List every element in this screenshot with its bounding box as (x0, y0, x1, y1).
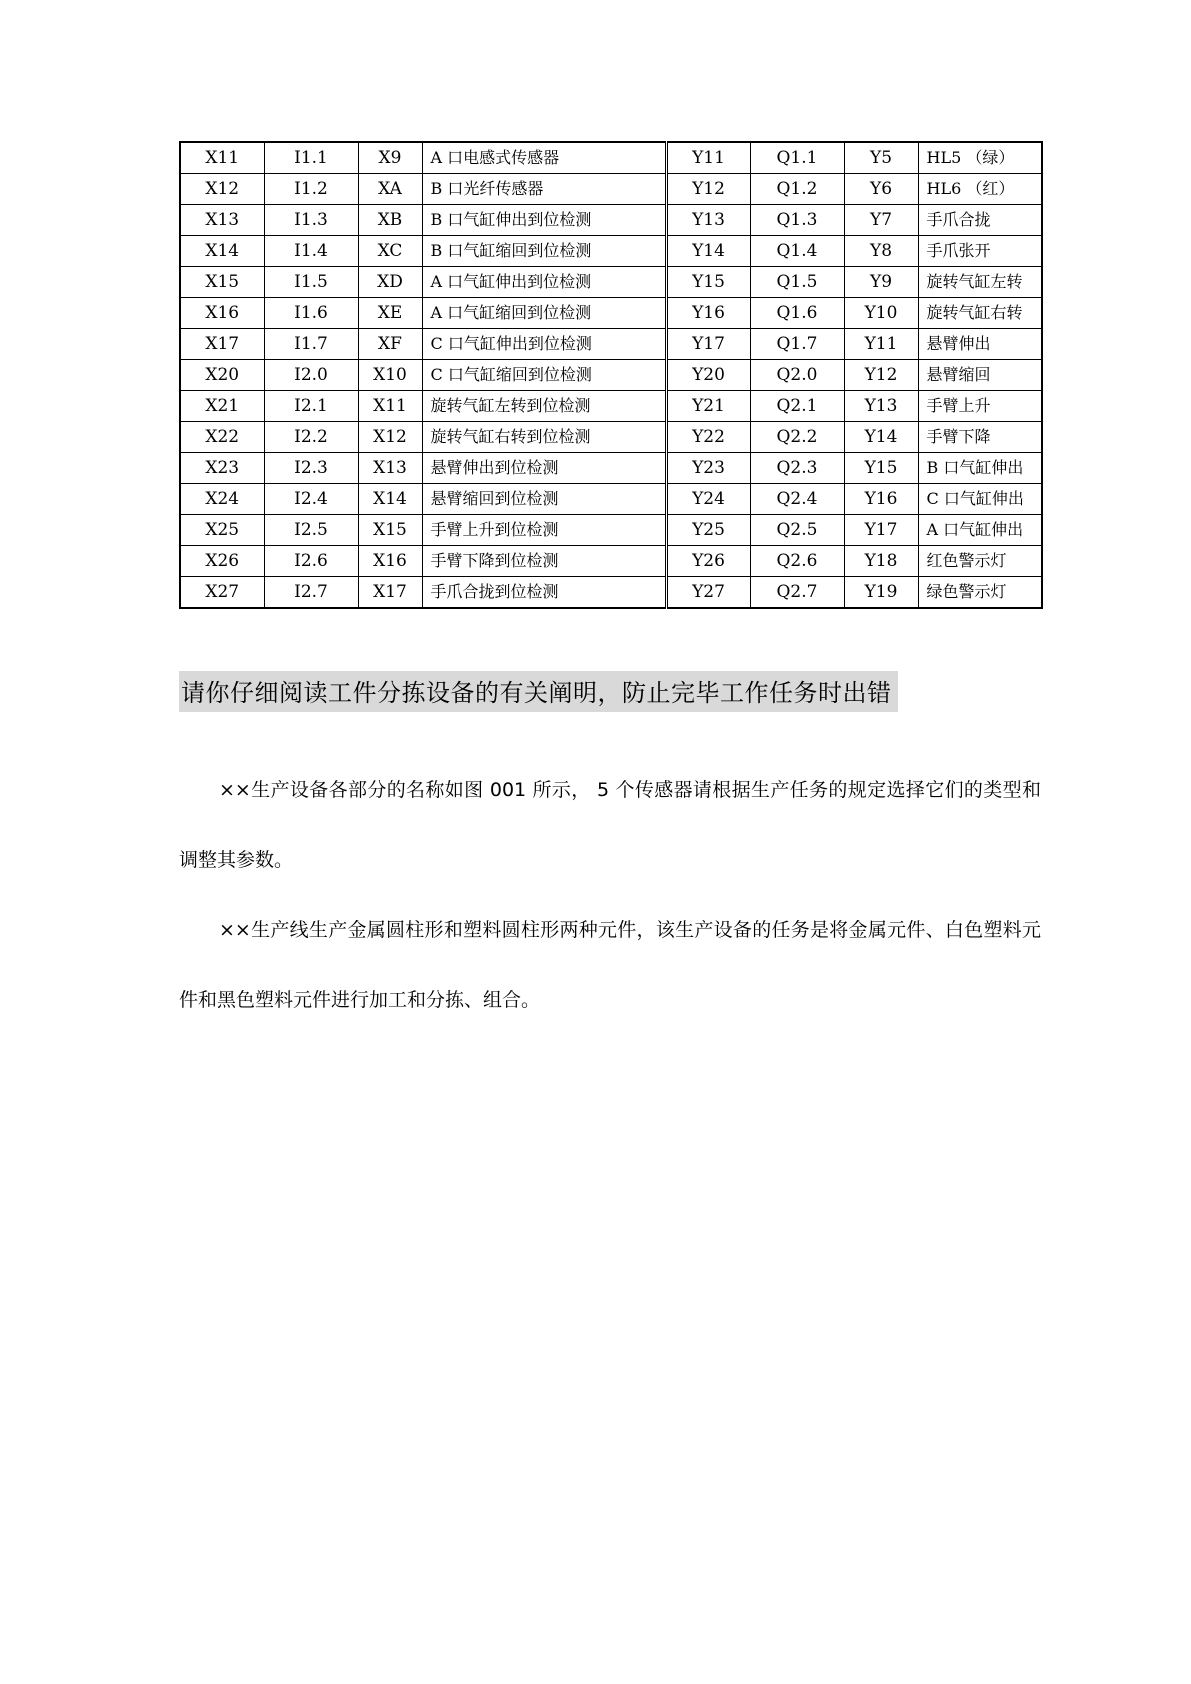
cell-x-terminal: XC (358, 236, 422, 267)
cell-input-description: B 口气缸伸出到位检测 (422, 205, 666, 236)
cell-output-description: 悬臂缩回 (918, 360, 1042, 391)
cell-plc-input: I2.5 (264, 515, 358, 546)
cell-y-terminal: Y10 (844, 298, 918, 329)
cell-output-description: 手臂下降 (918, 422, 1042, 453)
cell-y-address: Y17 (666, 329, 750, 360)
cell-output-description: A 口气缸伸出 (918, 515, 1042, 546)
cell-y-terminal: Y5 (844, 142, 918, 174)
cell-input-description: C 口气缸缩回到位检测 (422, 360, 666, 391)
cell-output-description: 手臂上升 (918, 391, 1042, 422)
cell-output-description: 手爪合拢 (918, 205, 1042, 236)
cell-x-terminal: XB (358, 205, 422, 236)
cell-x-address: X11 (180, 142, 264, 174)
cell-x-address: X24 (180, 484, 264, 515)
cell-y-address: Y24 (666, 484, 750, 515)
cell-plc-input: I1.3 (264, 205, 358, 236)
cell-x-address: X14 (180, 236, 264, 267)
cell-plc-input: I2.1 (264, 391, 358, 422)
cell-y-address: Y20 (666, 360, 750, 391)
cell-plc-input: I2.4 (264, 484, 358, 515)
cell-plc-input: I1.6 (264, 298, 358, 329)
cell-plc-output: Q2.4 (750, 484, 844, 515)
cell-plc-output: Q1.5 (750, 267, 844, 298)
cell-x-terminal: XF (358, 329, 422, 360)
cell-y-terminal: Y17 (844, 515, 918, 546)
table-row (180, 174, 1042, 205)
cell-y-terminal: Y6 (844, 174, 918, 205)
cell-output-description: 红色警示灯 (918, 546, 1042, 577)
cell-x-terminal: X9 (358, 142, 422, 174)
cell-input-description: B 口气缸缩回到位检测 (422, 236, 666, 267)
cell-input-description: 手臂上升到位检测 (422, 515, 666, 546)
section-heading: 请你仔细阅读工件分拣设备的有关阐明，防止完毕工作任务时出错 (179, 671, 898, 712)
cell-plc-input: I2.3 (264, 453, 358, 484)
cell-y-terminal: Y9 (844, 267, 918, 298)
cell-y-terminal: Y15 (844, 453, 918, 484)
cell-y-address: Y16 (666, 298, 750, 329)
cell-output-description: B 口气缸伸出 (918, 453, 1042, 484)
cell-plc-output: Q2.6 (750, 546, 844, 577)
cell-y-address: Y13 (666, 205, 750, 236)
cell-plc-output: Q2.3 (750, 453, 844, 484)
cell-input-description: A 口气缸缩回到位检测 (422, 298, 666, 329)
cell-y-terminal: Y16 (844, 484, 918, 515)
cell-x-address: X20 (180, 360, 264, 391)
cell-input-description: C 口气缸伸出到位检测 (422, 329, 666, 360)
cell-y-address: Y21 (666, 391, 750, 422)
cell-y-address: Y23 (666, 453, 750, 484)
cell-x-address: X25 (180, 515, 264, 546)
cell-y-address: Y22 (666, 422, 750, 453)
cell-output-description: 旋转气缸左转 (918, 267, 1042, 298)
cell-input-description: 悬臂缩回到位检测 (422, 484, 666, 515)
cell-x-terminal: X10 (358, 360, 422, 391)
paragraph-production-task: ××生产线生产金属圆柱形和塑料圆柱形两种元件，该生产设备的任务是将金属元件、白色塑料元件和黑色塑料元件进行加工和分拣、组合。 (179, 919, 1041, 1011)
cell-input-description: 手爪合拢到位检测 (422, 577, 666, 609)
cell-x-address: X22 (180, 422, 264, 453)
cell-output-description: 手爪张开 (918, 236, 1042, 267)
cell-output-description: 绿色警示灯 (918, 577, 1042, 609)
cell-input-description: A 口气缸伸出到位检测 (422, 267, 666, 298)
cell-input-description: B 口光纤传感器 (422, 174, 666, 205)
table-row (180, 391, 1042, 422)
cell-plc-output: Q2.2 (750, 422, 844, 453)
cell-plc-output: Q1.2 (750, 174, 844, 205)
cell-plc-output: Q1.4 (750, 236, 844, 267)
cell-plc-input: I1.2 (264, 174, 358, 205)
table-row (180, 236, 1042, 267)
table-row (180, 484, 1042, 515)
cell-y-terminal: Y7 (844, 205, 918, 236)
cell-plc-input: I2.2 (264, 422, 358, 453)
cell-y-address: Y26 (666, 546, 750, 577)
table-row (180, 577, 1042, 609)
cell-plc-input: I1.1 (264, 142, 358, 174)
cell-output-description: HL5 （绿） (918, 142, 1042, 174)
cell-plc-output: Q2.5 (750, 515, 844, 546)
table-row (180, 205, 1042, 236)
cell-y-address: Y14 (666, 236, 750, 267)
paragraph-device-parts: ××生产设备各部分的名称如图 001 所示， 5 个传感器请根据生产任务的规定选择它们的类型和调整其参数。 (179, 779, 1041, 871)
cell-x-terminal: X14 (358, 484, 422, 515)
cell-x-terminal: X11 (358, 391, 422, 422)
cell-x-address: X12 (180, 174, 264, 205)
table-row (180, 298, 1042, 329)
cell-x-terminal: X12 (358, 422, 422, 453)
cell-y-terminal: Y19 (844, 577, 918, 609)
cell-x-terminal: X15 (358, 515, 422, 546)
cell-output-description: 旋转气缸右转 (918, 298, 1042, 329)
table-row (180, 267, 1042, 298)
cell-x-address: X27 (180, 577, 264, 609)
cell-x-terminal: X16 (358, 546, 422, 577)
cell-x-terminal: X17 (358, 577, 422, 609)
cell-y-terminal: Y13 (844, 391, 918, 422)
cell-x-address: X26 (180, 546, 264, 577)
cell-x-terminal: X13 (358, 453, 422, 484)
cell-output-description: HL6 （红） (918, 174, 1042, 205)
table-row (180, 515, 1042, 546)
table-row (180, 329, 1042, 360)
cell-y-address: Y11 (666, 142, 750, 174)
cell-input-description: 旋转气缸右转到位检测 (422, 422, 666, 453)
cell-input-description: A 口电感式传感器 (422, 142, 666, 174)
cell-plc-input: I1.5 (264, 267, 358, 298)
cell-x-terminal: XA (358, 174, 422, 205)
table-row (180, 546, 1042, 577)
io-address-table (179, 141, 1043, 609)
cell-x-address: X21 (180, 391, 264, 422)
cell-x-address: X17 (180, 329, 264, 360)
cell-plc-output: Q2.7 (750, 577, 844, 609)
cell-plc-input: I1.4 (264, 236, 358, 267)
io-table-body (180, 142, 1042, 608)
cell-input-description: 手臂下降到位检测 (422, 546, 666, 577)
cell-plc-output: Q1.1 (750, 142, 844, 174)
cell-input-description: 悬臂伸出到位检测 (422, 453, 666, 484)
cell-plc-output: Q2.1 (750, 391, 844, 422)
table-row (180, 422, 1042, 453)
table-row (180, 360, 1042, 391)
cell-plc-input: I2.7 (264, 577, 358, 609)
cell-plc-output: Q1.3 (750, 205, 844, 236)
cell-x-address: X15 (180, 267, 264, 298)
table-row (180, 453, 1042, 484)
cell-y-terminal: Y11 (844, 329, 918, 360)
cell-plc-input: I2.6 (264, 546, 358, 577)
cell-y-terminal: Y8 (844, 236, 918, 267)
cell-plc-output: Q1.6 (750, 298, 844, 329)
cell-plc-output: Q2.0 (750, 360, 844, 391)
cell-x-address: X16 (180, 298, 264, 329)
cell-plc-input: I1.7 (264, 329, 358, 360)
cell-plc-output: Q1.7 (750, 329, 844, 360)
cell-x-address: X13 (180, 205, 264, 236)
cell-y-address: Y27 (666, 577, 750, 609)
cell-y-address: Y15 (666, 267, 750, 298)
cell-x-address: X23 (180, 453, 264, 484)
cell-y-terminal: Y12 (844, 360, 918, 391)
cell-input-description: 旋转气缸左转到位检测 (422, 391, 666, 422)
cell-plc-input: I2.0 (264, 360, 358, 391)
cell-y-address: Y25 (666, 515, 750, 546)
cell-x-terminal: XE (358, 298, 422, 329)
cell-output-description: 悬臂伸出 (918, 329, 1042, 360)
cell-y-terminal: Y14 (844, 422, 918, 453)
table-row (180, 142, 1042, 174)
cell-output-description: C 口气缸伸出 (918, 484, 1042, 515)
cell-y-address: Y12 (666, 174, 750, 205)
cell-x-terminal: XD (358, 267, 422, 298)
cell-y-terminal: Y18 (844, 546, 918, 577)
